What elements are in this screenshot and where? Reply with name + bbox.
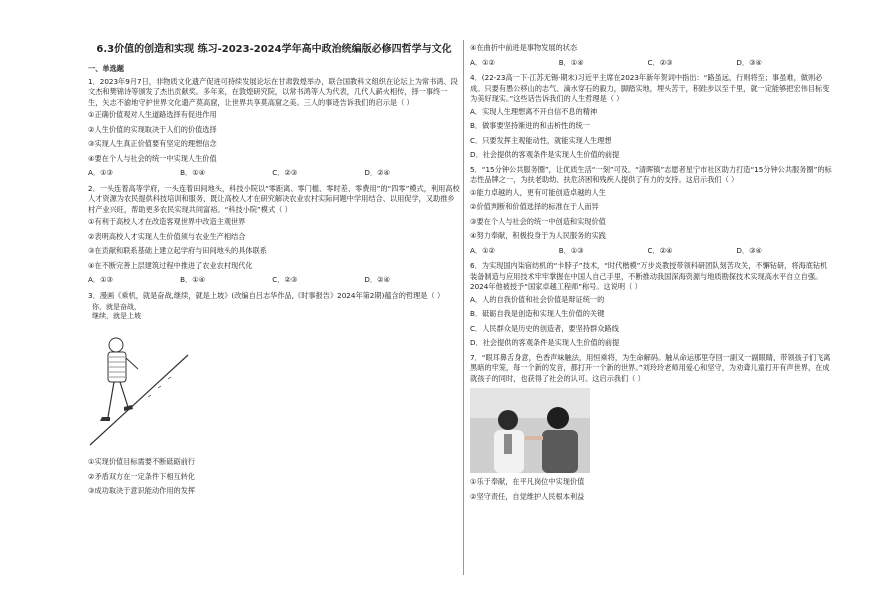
choice-d[interactable]: D．②④ <box>364 275 390 284</box>
question-2-choices <box>88 275 460 286</box>
cartoon-image <box>88 303 198 453</box>
question-1-item: ②人生价值的实现取决于人们的价值选择 <box>88 124 217 134</box>
question-6-option[interactable]: C．人民群众是历史的创造者，要坚持群众路线 <box>470 323 619 333</box>
question-7-item: ②坚守责任，自觉维护人民根本利益 <box>470 491 585 501</box>
question-2-item: ②表明高校人才实现人生价值须与农业生产相结合 <box>88 231 246 241</box>
right-column <box>470 42 832 506</box>
question-2-stem: 2．一头连着高等学府，一头连着田间地头，科技小院以“零距离、零门槛、零时差、零费用”的“四零”模式，利用高校人才资源为农民提供科技培训和服务，既让高校人才在研究解决农业农村实际问题中学用结合、以用促学，又助推乡村产业兴旺，帮助更多农民实现共同富裕。“科技小院”模式（ ） <box>88 183 460 214</box>
question-2-item: ③在贡献和联系基础上建立起学府与田间地头的具体联系 <box>88 246 267 255</box>
question-6-option[interactable]: B．砥砺自我是创造和实现人生价值的关键 <box>470 309 605 318</box>
question-2-item: ④在不断完善上层建筑过程中推进了农业农村现代化 <box>88 260 253 270</box>
question-1-item: ③实现人生真正价值要有坚定的理想信念 <box>88 139 217 148</box>
choice-a[interactable]: A．①② <box>470 57 495 67</box>
classroom-photo <box>470 388 590 473</box>
question-5-item: ②价值判断和价值选择的标准在于人而异 <box>470 202 599 211</box>
question-3-item: ③成功取决于意识能动作用的发挥 <box>88 486 196 495</box>
question-4-option[interactable]: D．社会提供的客观条件是实现人生价值的前提 <box>470 150 620 159</box>
question-3-item: ①实现价值目标需要不断砥砺前行 <box>88 457 196 466</box>
question-1-item: ①正确价值观对人生道路选择有促进作用 <box>88 110 217 119</box>
question-3-choices <box>470 58 832 69</box>
choice-b[interactable]: B．①④ <box>558 57 584 67</box>
climbing-man-illustration <box>88 325 198 453</box>
section-heading: 一、单选题 <box>88 64 124 73</box>
question-5-stem: 5．“15分钟公共服务圈”，让优质生活“一刻”可及。“清晖镇”志愿者星宁市社区助力打造“15分钟公共服务圈”的标志性品牌之一，为扶老助幼、扶危济困和残疾人提供了有力的支持。这启示我们（ ） <box>470 164 832 184</box>
choice-b[interactable]: B．①④ <box>180 275 206 284</box>
question-7-stem: 7．“眼耳鼻舌身意，色香声味触法，用恒乘将，为生命解码。触从命运那里夺回一副又一副眼睛，带领孩子们飞离黑暗的牢笼，每一个新的发音，都打开一个新的世界。”刘玲玲老师用爱心和坚守，为劝聋儿童打开有声世界，在成就孩子的同时，也获得了社会的认可。这启示我们（ ） <box>470 352 831 383</box>
teacher-student-photo <box>470 388 590 473</box>
choice-c[interactable]: C．②③ <box>272 168 298 177</box>
question-5-item: ③要在个人与社会的统一中创造和实现价值 <box>470 216 606 226</box>
choice-d[interactable]: D．②④ <box>364 168 390 177</box>
question-7-item: ①乐于奉献，在平凡岗位中实现价值 <box>470 477 585 486</box>
question-6-option[interactable]: A．人的自我价值和社会价值是辩证统一的 <box>470 294 605 304</box>
question-5-choices <box>470 246 832 257</box>
question-1-item: ④要在个人与社会的统一中实现人生价值 <box>88 153 217 163</box>
question-3-item: ④在曲折中前进是事物发展的状态 <box>470 43 578 52</box>
question-4-option[interactable]: B．做事要坚持渐进的和击析性的统一 <box>470 121 590 130</box>
cartoon-caption-2: 继续，就是上坡 <box>92 312 141 320</box>
page-title: 6.3价值的创造和实现 练习-2023-2024学年高中政治统编版必修四哲学与文化 <box>96 44 452 55</box>
question-1-stem: 1．2023年9月7日，非物质文化遗产促进可持续发展论坛在甘肃敦煌举办，联合国教科文组织在论坛上为常书鸿、段文杰和樊锦诗等颁发了杰出贡献奖。多年来，在敦煌研究院，以常书鸿等人为代表，几代人薪火相传，择一事终一生，矢志不渝地守护世界文化遗产莫高窟，让世界共享莫高窟之美。三人的事迹告诉我们的启示是（ ） <box>88 76 458 107</box>
choice-a[interactable]: A．①② <box>470 245 495 255</box>
choice-d[interactable]: D．③④ <box>736 245 762 255</box>
question-6-option[interactable]: D．社会提供的客观条件是实现人生价值的前提 <box>470 338 620 347</box>
left-column <box>88 38 460 501</box>
choice-c[interactable]: C．②③ <box>272 275 298 284</box>
choice-b[interactable]: B．①③ <box>558 245 584 255</box>
question-3-item: ②矛盾双方在一定条件下相互转化 <box>88 471 196 481</box>
choice-a[interactable]: A．①③ <box>88 168 113 177</box>
choice-a[interactable]: A．①③ <box>88 275 113 284</box>
choice-b[interactable]: B．①④ <box>180 168 206 177</box>
question-3-stem: 3．漫画《乘机，就是奋战,继续，就是上坡》(改编自吕志华作品,《时事报告》2024年第2期)蕴含的哲理是（ ） <box>88 290 445 300</box>
question-4-stem: 4．(22-23高一下·江苏无锡·期末)习近平主席在2023年新年贺词中指出：“路虽远，行则将至；事虽难，做则必成。只要有愚公移山的志气、滴水穿石的毅力，脚踏实地，埋头苦干，积跬步以至千里，就一定能够把宏伟目标变为美好现实。”这些话告诉我们的人生哲理是（ ） <box>470 73 830 103</box>
cartoon-caption-1: 你，就是奋战， <box>92 303 141 311</box>
question-5-item: ①能力卓越的人，更有可能创造卓越的人生 <box>470 187 606 197</box>
question-2-item: ①有利于高校人才在改造客观世界中改造主观世界 <box>88 217 246 226</box>
question-4-option[interactable]: A．实现人生理想离不开自信不息的精神 <box>470 106 598 116</box>
column-divider <box>463 40 464 575</box>
choice-c[interactable]: C．②③ <box>647 57 673 67</box>
choice-d[interactable]: D．③④ <box>736 57 762 67</box>
question-4-option[interactable]: C．只要发挥主观能动性，就能实现人生理想 <box>470 135 612 145</box>
question-1-choices <box>88 168 460 179</box>
question-6-stem: 6．为实现国内柒宿纺机的“卡脖子”技术，“时代楷模”万步炎教授带领科研团队刻苦攻关，不懈钻研，将海底钻机装备制造与应用技术牢牢掌握在中国人自己手里，不断推动我国深海资源与地质勘探技术实现高水平自立自强。2024年他被授予“国家卓越工程师”称号。这说明（ ） <box>470 261 828 291</box>
choice-c[interactable]: C．②④ <box>647 245 673 255</box>
question-5-item: ④努力奉献，积极投身于为人民服务的实践 <box>470 231 606 240</box>
